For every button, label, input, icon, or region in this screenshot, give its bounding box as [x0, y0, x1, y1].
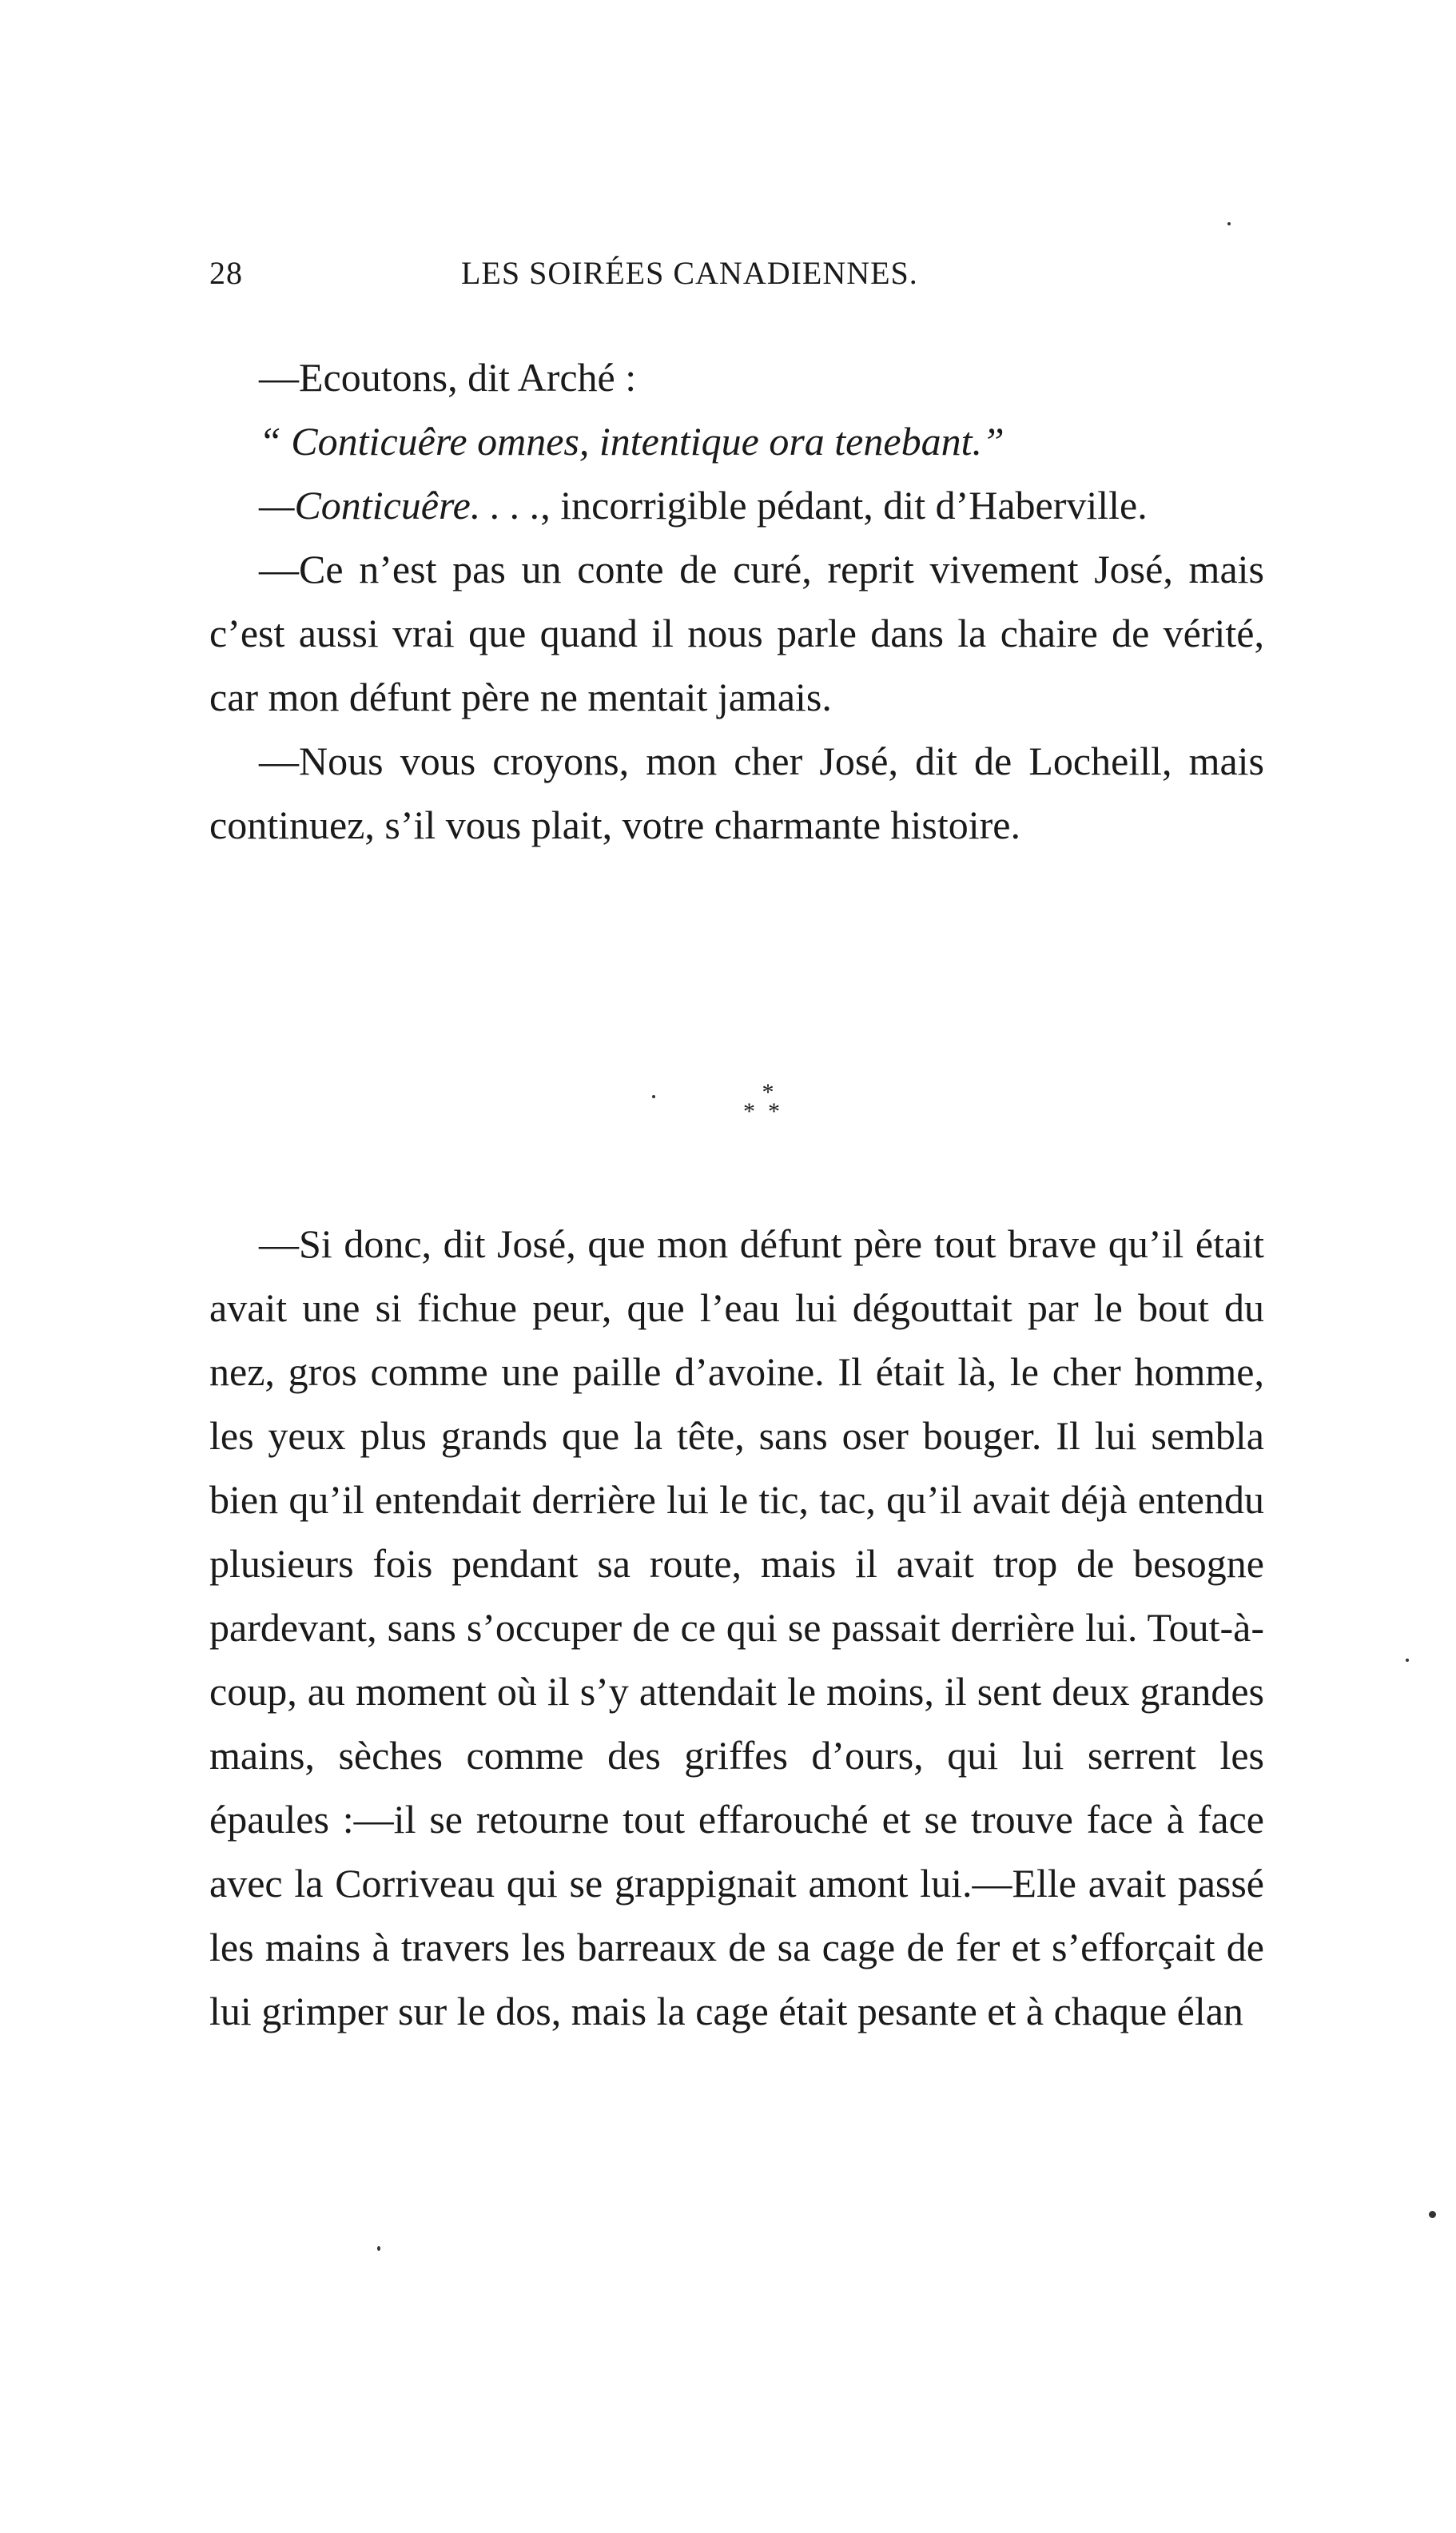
paragraph: —Nous vous croyons, mon cher José, dit de Locheill, mais continuez, s’il vous plait, votre charmante histoire. [209, 739, 1264, 847]
paragraph-text: , incorrigible pédant, dit d’Haberville. [540, 483, 1148, 528]
paragraph: —Si donc, dit José, que mon défunt père tout brave qu’il était avait une si fichue peur, que l’eau lui dégouttait par le bout du nez, gros comme une paille d’avoine. Il était là, le cher homme, les yeux plus grands que la tête, sans oser bouger. Il lui sembla bien qu’il entendait derrière lui le tic, tac, qu’il avait déjà entendu plusieurs fois pendant sa route, mais il avait trop de besogne pardevant, sans s’occuper de ce qui se passait derrière lui. Tout-à-coup, au moment où il s’y attendait le moins, il sent deux grandes mains, sèches comme des griffes d’ours, qui lui serrent les épaules :—il se retourne tout effarouché et se trouve face à face avec la Corriveau qui se grappignait amont lui.—Elle avait passé les mains à travers les barreaux de sa cage de fer et s’efforçait de lui grimper sur le dos, mais la cage était pesante et à chaque élan [209, 1221, 1264, 2033]
paragraph: —Ecoutons, dit Arché : [259, 355, 637, 400]
asterism-bottom: ** [743, 1098, 793, 1125]
running-head [209, 254, 1248, 302]
text-block-bottom [209, 1212, 1264, 2043]
running-title: LES SOIRÉES CANADIENNES. [461, 255, 918, 291]
ink-speck [652, 1095, 655, 1098]
italic-word: —Conticuêre. . . . [259, 483, 541, 528]
paragraph [209, 473, 1264, 537]
paragraph: —Ce n’est pas un conte de curé, reprit vivement José, mais c’est aussi vrai que quand il nous parle dans la chaire de vérité, car mon défunt père ne mentait jamais. [209, 547, 1264, 719]
asterism-top: * [762, 1079, 774, 1105]
section-break-asterism [728, 1081, 808, 1129]
page-number: 28 [209, 255, 243, 291]
latin-quotation: “ Conticuêre omnes, intentique ora tenebant.” [259, 419, 1004, 464]
ink-speck [1227, 222, 1231, 225]
ink-speck [1406, 1659, 1409, 1662]
ink-speck [1429, 2211, 1436, 2218]
ink-speck [377, 2246, 380, 2251]
text-block-top [209, 345, 1264, 857]
